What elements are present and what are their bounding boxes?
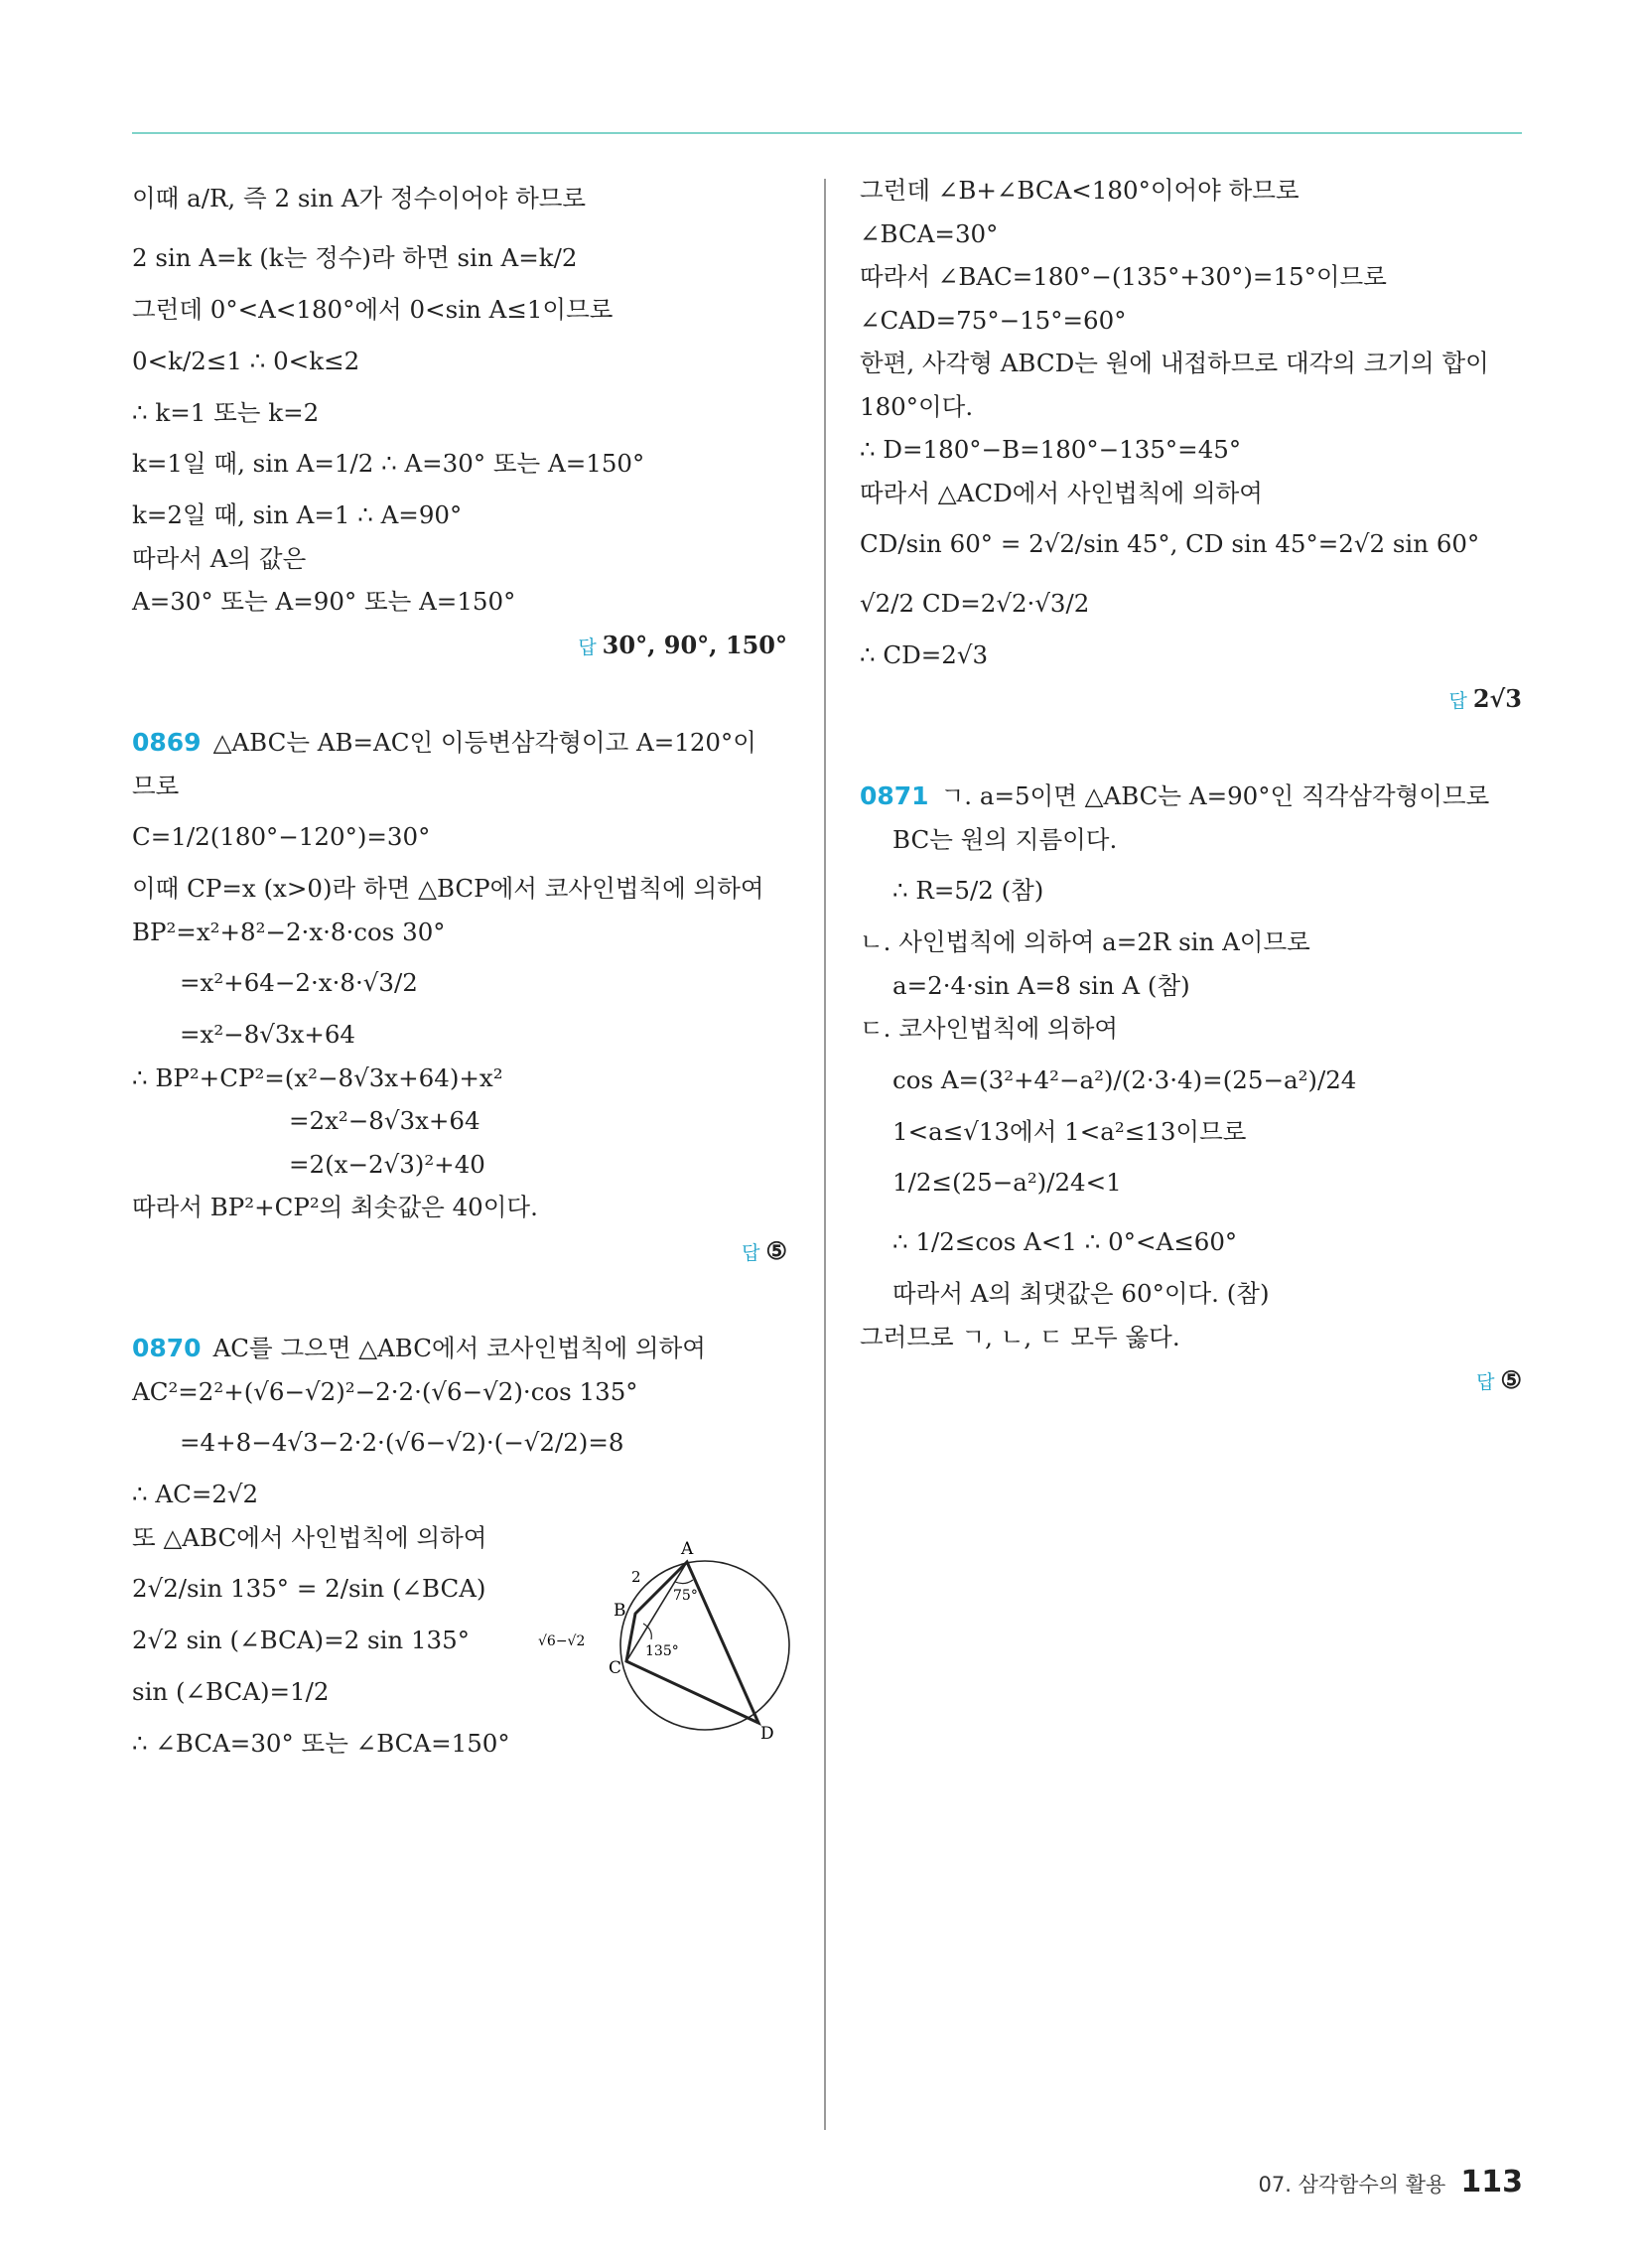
- text-line: 그런데 0°<A<180°에서 0<sin A≤1이므로: [132, 295, 614, 324]
- problem-number: 0869: [132, 728, 202, 757]
- problem-head: ㄱ. a=5이면 △ABC는 A=90°인 직각삼각형이므로: [940, 781, 1490, 810]
- text-line: 그러므로 ㄱ, ㄴ, ㄷ 모두 옳다.: [860, 1322, 1180, 1351]
- text-line: AC²=2²+(√6−√2)²−2·2·(√6−√2)·cos 135°: [132, 1376, 638, 1406]
- text-line: a=2·4·sin A=8 sin A (참): [892, 970, 1190, 1000]
- text-line: 따라서 ∠BAC=180°−(135°+30°)=15°이므로: [860, 262, 1387, 291]
- answer-tag: 답: [1448, 689, 1467, 712]
- answer-tag: 답: [578, 636, 597, 658]
- text-line: ∴ k=1 또는 k=2: [132, 397, 320, 427]
- text-line: 이때 a/R, 즉 2 sin A가 정수이어야 하므로: [132, 184, 587, 213]
- answer-line: [132, 1229, 787, 1276]
- label-b: B: [614, 1601, 626, 1621]
- text-line: 따라서 △ACD에서 사인법칙에 의하여: [860, 478, 1263, 507]
- text-line: ∴ 1/2≤cos A<1 ∴ 0°<A≤60°: [892, 1227, 1238, 1256]
- text-line: cos A=(3²+4²−a²)/(2·3·4)=(25−a²)/24: [892, 1064, 1357, 1094]
- angle-mark-a: [675, 1580, 693, 1584]
- problem-head: AC를 그으면 △ABC에서 코사인법칙에 의하여: [212, 1334, 706, 1362]
- text-line: C=1/2(180°−120°)=30°: [132, 822, 431, 851]
- text-line: ∠CAD=75°−15°=60°: [860, 305, 1127, 335]
- problem-number: 0871: [860, 781, 929, 810]
- answer-tag: 답: [742, 1241, 760, 1264]
- problem-number: 0870: [132, 1334, 202, 1362]
- text-line: ∴ BP²+CP²=(x²−8√3x+64)+x²: [132, 1063, 503, 1092]
- text-line: 180°이다.: [860, 391, 974, 421]
- text-line: 2√2/sin 135° = 2/sin (∠BCA): [132, 1574, 486, 1603]
- text-line: k=2일 때, sin A=1 ∴ A=90°: [132, 500, 463, 529]
- quadrilateral-abcd: [626, 1562, 758, 1723]
- text-line: 따라서 A의 최댓값은 60°이다. (참): [892, 1279, 1270, 1308]
- label-angle-a: 75°: [673, 1588, 698, 1604]
- text-line: =2(x−2√3)²+40: [289, 1149, 485, 1179]
- page-number: 113: [1460, 2165, 1523, 2199]
- text-line: 그런데 ∠B+∠BCA<180°이어야 하므로: [860, 176, 1300, 205]
- text-line: CD/sin 60° = 2√2/sin 45°, CD sin 45°=2√2 sin 60°: [860, 529, 1480, 558]
- cyclic-quadrilateral-figure: [536, 1534, 794, 1753]
- answer-value: 2√3: [1472, 683, 1522, 713]
- text-line: ㄷ. 코사인법칙에 의하여: [860, 1014, 1119, 1043]
- text-line: k=1일 때, sin A=1/2 ∴ A=30° 또는 A=150°: [132, 449, 645, 478]
- text-line: =4+8−4√3−2·2·(√6−√2)·(−√2/2)=8: [180, 1428, 624, 1457]
- text-line: 1<a≤√13에서 1<a²≤13이므로: [892, 1116, 1247, 1146]
- text-line: 0<k/2≤1 ∴ 0<k≤2: [132, 346, 360, 375]
- text-line: BP²=x²+8²−2·x·8·cos 30°: [132, 917, 446, 946]
- text-line: ∠BCA=30°: [860, 218, 999, 248]
- text-line: sin (∠BCA)=1/2: [132, 1676, 330, 1706]
- header-rule: [132, 132, 1522, 134]
- answer-line: [860, 677, 1522, 724]
- right-column: [860, 169, 1522, 1405]
- text-line: 따라서 BP²+CP²의 최솟값은 40이다.: [132, 1193, 538, 1221]
- answer-value: 30°, 90°, 150°: [602, 630, 787, 659]
- text-line: 또 △ABC에서 사인법칙에 의하여: [132, 1522, 487, 1552]
- answer-tag: 답: [1476, 1371, 1495, 1393]
- label-d: D: [760, 1724, 774, 1744]
- text-line: BC는 원의 지름이다.: [892, 824, 1118, 854]
- text-line: ∴ AC=2√2: [132, 1480, 259, 1508]
- column-divider: [824, 179, 826, 2130]
- text-line: ∴ R=5/2 (참): [892, 876, 1044, 905]
- text-line: ∴ D=180°−B=180°−135°=45°: [860, 435, 1242, 464]
- answer-value: ⑤: [765, 1235, 787, 1265]
- text-line: 이때 CP=x (x>0)라 하면 △BCP에서 코사인법칙에 의하여: [132, 874, 764, 903]
- text-line: =x²+64−2·x·8·√3/2: [180, 968, 418, 997]
- page-footer: [1259, 2165, 1523, 2199]
- problem-head: △ABC는 AB=AC인 이등변삼각형이고 A=120°이: [212, 728, 756, 757]
- left-column: [132, 169, 787, 1765]
- problem-0870-header: [132, 1327, 787, 1370]
- answer-line: [132, 624, 787, 670]
- text-line: =2x²−8√3x+64: [289, 1106, 480, 1135]
- problem-0871-header: [860, 775, 1522, 818]
- problem-0869-header: [132, 721, 787, 765]
- answer-value: ⑤: [1500, 1365, 1522, 1394]
- label-bc-length: √6−√2: [538, 1633, 586, 1649]
- text-line: ∴ CD=2√3: [860, 640, 989, 669]
- text-line: A=30° 또는 A=90° 또는 A=150°: [132, 587, 516, 616]
- text-line: 1/2≤(25−a²)/24<1: [892, 1168, 1122, 1197]
- text-line: 2√2 sin (∠BCA)=2 sin 135°: [132, 1626, 470, 1654]
- text-line: 한편, 사각형 ABCD는 원에 내접하므로 대각의 크기의 합이: [860, 349, 1489, 377]
- answer-line: [860, 1358, 1522, 1405]
- label-angle-b: 135°: [645, 1643, 679, 1659]
- text-line: ∴ ∠BCA=30° 또는 ∠BCA=150°: [132, 1728, 510, 1758]
- text-line: 2 sin A=k (k는 정수)라 하면 sin A=k/2: [132, 243, 578, 272]
- text-line: ㄴ. 사인법칙에 의하여 a=2R sin A이므로: [860, 927, 1310, 956]
- label-ab-length: 2: [631, 1568, 641, 1586]
- label-c: C: [609, 1658, 622, 1678]
- text-line: =x²−8√3x+64: [180, 1020, 356, 1049]
- label-a: A: [681, 1539, 694, 1559]
- text-line: 따라서 A의 값은: [132, 543, 307, 573]
- text-line: √2/2 CD=2√2·√3/2: [860, 589, 1090, 618]
- chapter-title: 07. 삼각함수의 활용: [1258, 2173, 1446, 2197]
- text-line: 므로: [132, 771, 180, 800]
